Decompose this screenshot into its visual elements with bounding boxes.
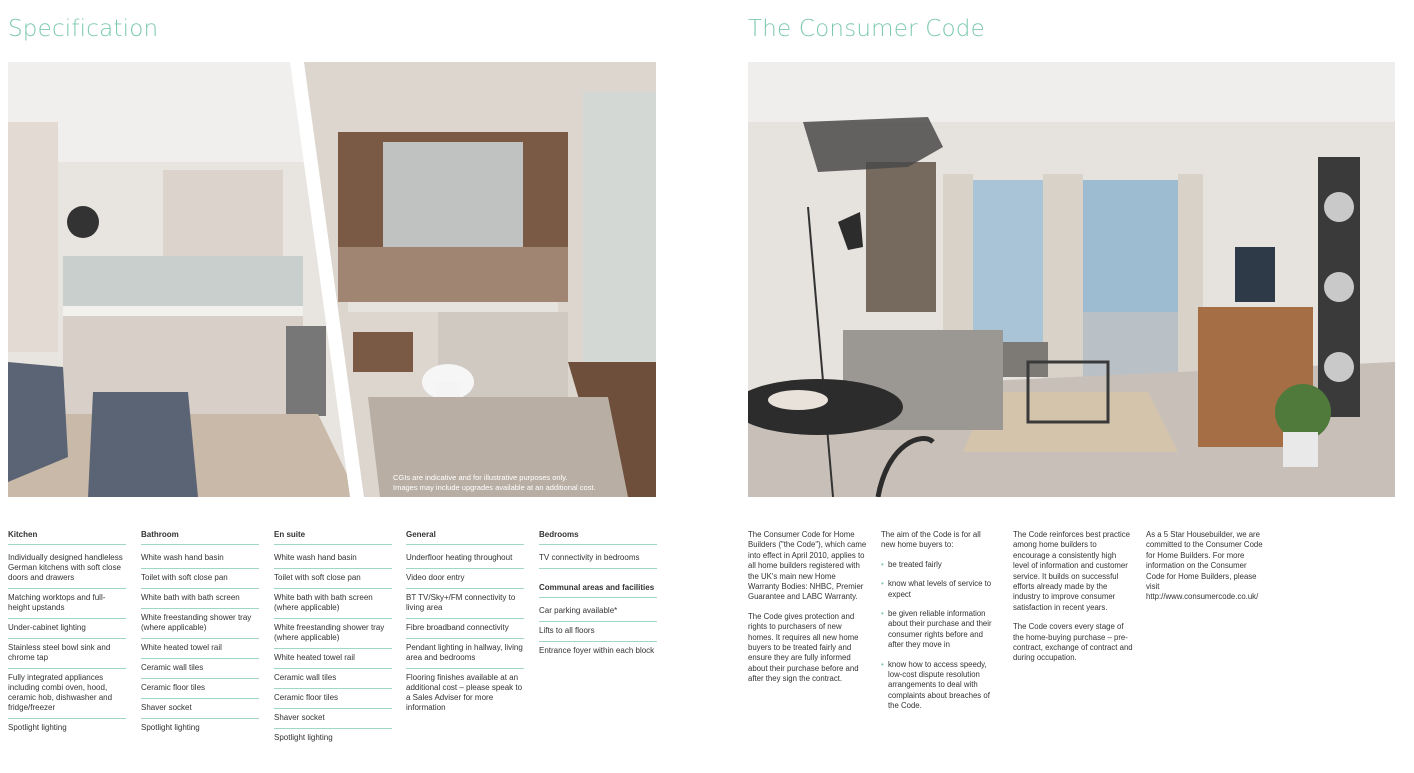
- list-item: White bath with bath screen: [141, 589, 259, 609]
- list-item: Shaver socket: [141, 699, 259, 719]
- consumer-code-title: The Consumer Code: [748, 16, 985, 42]
- list-item: BT TV/Sky+/FM connectivity to living area: [406, 589, 524, 619]
- list-item: • be treated fairly: [881, 560, 993, 570]
- list-item: • know what levels of service to expect: [881, 579, 993, 600]
- list-item: Spotlight lighting: [141, 723, 200, 732]
- kitchen-list: [8, 549, 126, 738]
- bathroom-heading: Bathroom: [141, 530, 259, 545]
- list-item: White wash hand basin: [141, 549, 259, 569]
- paragraph: The Code gives protection and rights to purchasers of new homes. It requires all new home buyers to be treated fairly and ensure they are fully informed about their purchase before and after they sign the contract.: [748, 611, 859, 684]
- bedrooms-heading: Bedrooms: [539, 530, 657, 545]
- list-item: Entrance foyer within each block: [539, 646, 655, 655]
- kitchen-spec-column: [8, 530, 126, 738]
- list-item: Ceramic floor tiles: [141, 679, 259, 699]
- ensuite-spec-column: [274, 530, 392, 748]
- list-item: White bath with bath screen (where applicable): [274, 589, 392, 619]
- bathroom-list: [141, 549, 259, 738]
- spec-title: Specification: [8, 16, 159, 42]
- bedrooms-list: [539, 549, 657, 569]
- paragraph: The Consumer Code for Home Builders ("the Code"), which came into effect in April 2010, applies to all home builders registered with the UK's main new Home Warranty Bodies: NHBC, Premier Guarantee and LABC Warranty.: [748, 530, 867, 602]
- general-heading: General: [406, 530, 524, 545]
- list-item: Toilet with soft close pan: [141, 569, 259, 589]
- list-item: Fully integrated appliances including combi oven, hood, ceramic hob, dishwasher and fridge/freezer: [8, 669, 126, 719]
- list-item: Individually designed handleless German kitchens with soft close doors and drawers: [8, 549, 126, 589]
- list-item: Spotlight lighting: [274, 733, 333, 742]
- aims-list: [881, 560, 993, 712]
- bedrooms-communal-spec-column: [539, 530, 657, 661]
- list-item: White freestanding shower tray (where applicable): [141, 609, 259, 639]
- list-item: Matching worktops and full-height upstands: [8, 589, 126, 619]
- list-item: Ceramic wall tiles: [274, 669, 392, 689]
- list-item: • know how to access speedy, low-cost dispute resolution arrangements to deal with complaints about breaches of the Code.: [881, 660, 993, 712]
- list-item: White heated towel rail: [141, 639, 259, 659]
- communal-list: [539, 602, 657, 661]
- living-room-photo: [748, 62, 1395, 497]
- list-item: Shaver socket: [274, 709, 392, 729]
- list-item: Stainless steel bowl sink and chrome tap: [8, 639, 126, 669]
- list-item: Underfloor heating throughout: [406, 549, 524, 569]
- consumer-code-column-4: [1146, 530, 1266, 612]
- paragraph: As a 5 Star Housebuilder, we are committed to the Consumer Code for Home Builders. For more information on the Consumer Code for Home Builders, please visit http://www.consumercode.co.uk/: [1146, 530, 1263, 602]
- consumer-code-column-3: [1013, 530, 1133, 673]
- kitchen-bathroom-photo: [8, 62, 656, 497]
- list-item: Ceramic floor tiles: [274, 689, 392, 709]
- ensuite-list: [274, 549, 392, 748]
- list-item: Ceramic wall tiles: [141, 659, 259, 679]
- general-list: [406, 549, 524, 718]
- paragraph: The aim of the Code is for all new home buyers to:: [881, 530, 981, 550]
- list-item: Fibre broadband connectivity: [406, 619, 524, 639]
- general-spec-column: [406, 530, 524, 718]
- paragraph: The Code reinforces best practice among home builders to encourage a consistently high level of information and customer service. It builds on successful efforts already made by the industry to improve consumer satisfaction in recent years.: [1013, 530, 1131, 612]
- list-item: Toilet with soft close pan: [274, 569, 392, 589]
- list-item: Flooring finishes available at an additional cost – please speak to a Sales Adviser for more information: [406, 673, 523, 712]
- list-item: Car parking available*: [539, 602, 657, 622]
- kitchen-heading: Kitchen: [8, 530, 126, 545]
- consumer-code-column-1: [748, 530, 868, 694]
- list-item: White freestanding shower tray (where applicable): [274, 619, 392, 649]
- paragraph: The Code covers every stage of the home-buying purchase – pre-contract, exchange of contract and during occupation.: [1013, 622, 1133, 663]
- ensuite-heading: En suite: [274, 530, 392, 545]
- consumer-code-column-2: [881, 530, 993, 721]
- list-item: Under-cabinet lighting: [8, 619, 126, 639]
- list-item: White heated towel rail: [274, 649, 392, 669]
- list-item: • be given reliable information about their purchase and their consumer rights before and after they move in: [881, 609, 993, 651]
- list-item: Video door entry: [406, 569, 524, 589]
- communal-heading: Communal areas and facilities: [539, 583, 657, 598]
- list-item: TV connectivity in bedrooms: [539, 549, 657, 569]
- image-caption: CGIs are indicative and for illustrative purposes only. Images may include upgrades available at an additional cost.: [393, 473, 596, 492]
- list-item: White wash hand basin: [274, 549, 392, 569]
- list-item: Spotlight lighting: [8, 723, 67, 732]
- list-item: Pendant lighting in hallway, living area and bedrooms: [406, 639, 524, 669]
- bathroom-spec-column: [141, 530, 259, 738]
- list-item: Lifts to all floors: [539, 622, 657, 642]
